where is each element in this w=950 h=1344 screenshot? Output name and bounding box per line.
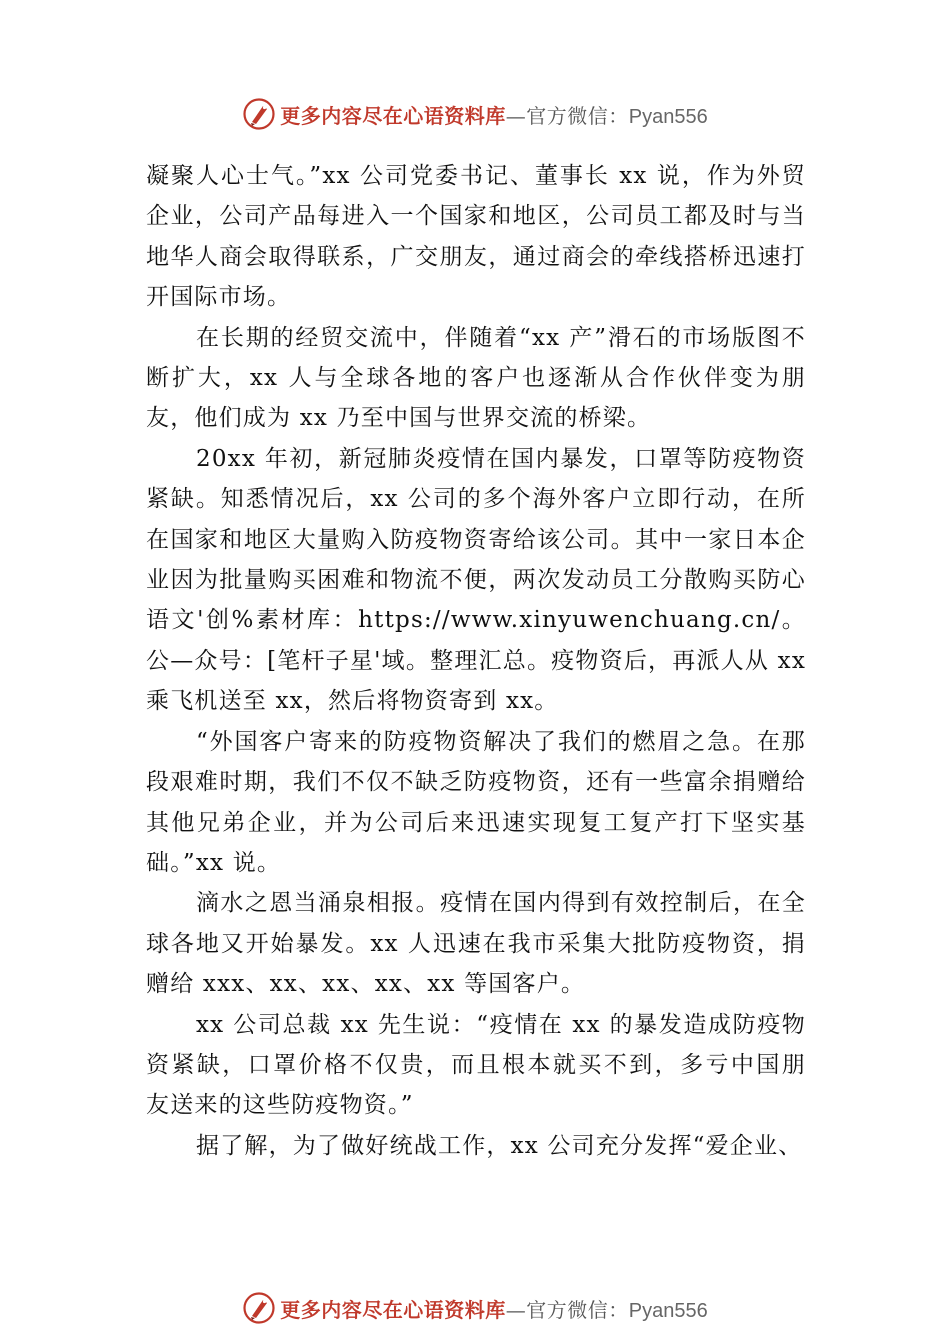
paragraph: 据了解，为了做好统战工作，xx 公司充分发挥“爱企业、 xyxy=(196,1132,803,1159)
paragraph: 在长期的经贸交流中，伴随着“xx 产”滑石的市场版图不断扩大，xx 人与全球各地的客户也逐渐从合作伙伴变为朋友，他们成为 xx 乃至中国与世界交流的桥梁。 xyxy=(146,324,806,432)
banner-wechat-label: 官方微信： xyxy=(526,1297,629,1322)
footer-banner xyxy=(0,1290,950,1326)
paragraph: 滴水之恩当涌泉相报。疫情在国内得到有效控制后，在全球各地又开始暴发。xx 人迅速在我市采集大批防疫物资，捐赠给 xxx、xx、xx、xx、xx 等国客户。 xyxy=(146,890,806,998)
banner-main-text: 更多内容尽在心语资料库 xyxy=(280,103,506,128)
banner-wechat-label: 官方微信： xyxy=(526,103,629,128)
paragraph: “外国客户寄来的防疫物资解决了我们的燃眉之急。在那段艰难时期，我们不仅不缺乏防疫物资，还有一些富余捐赠给其他兄弟企业，并为公司后来迅速实现复工复产打下坚实基础。”xx 说。 xyxy=(146,728,806,876)
pen-nib-logo-icon xyxy=(242,1291,276,1325)
paragraph: 20xx 年初，新冠肺炎疫情在国内暴发，口罩等防疫物资紧缺。知悉情况后，xx 公司的多个海外客户立即行动，在所在国家和地区大量购入防疫物资寄给该公司。其中一家日本企业因为批量购买困难和物流不便，两次发动员工分散购买防心语文'创%素材库：https://www.xinyuwenchuang.cn/。公—众号：[笔杆子星'域。整理汇总。疫物资后，再派人从 xx 乘飞机送至 xx，然后将物资寄到 xx。 xyxy=(146,445,806,715)
banner-text xyxy=(280,100,707,129)
paragraph: xx 公司总裁 xx 先生说：“疫情在 xx 的暴发造成防疫物资紧缺，口罩价格不仅贵，而且根本就买不到，多亏中国朋 友送来的这些防疫物资。” xyxy=(146,1011,806,1119)
banner-text xyxy=(280,1294,707,1323)
banner-main-text: 更多内容尽在心语资料库 xyxy=(280,1297,506,1322)
banner-dash: — xyxy=(505,103,527,128)
banner-dash: — xyxy=(505,1297,527,1322)
header-banner xyxy=(0,96,950,132)
document-body xyxy=(146,156,806,1166)
paragraph: 凝聚人心士气。”xx 公司党委书记、董事长 xx 说，作为外贸企业，公司产品每进入一个国家和地区，公司员工都及时与当地华人商会取得联系，广交朋友，通过商会的牵线搭桥迅速打开国际市场。 xyxy=(146,163,806,311)
banner-wechat-id: Pyan556 xyxy=(628,105,708,128)
banner-wechat-id: Pyan556 xyxy=(628,1299,708,1322)
pen-nib-logo-icon xyxy=(242,97,276,131)
